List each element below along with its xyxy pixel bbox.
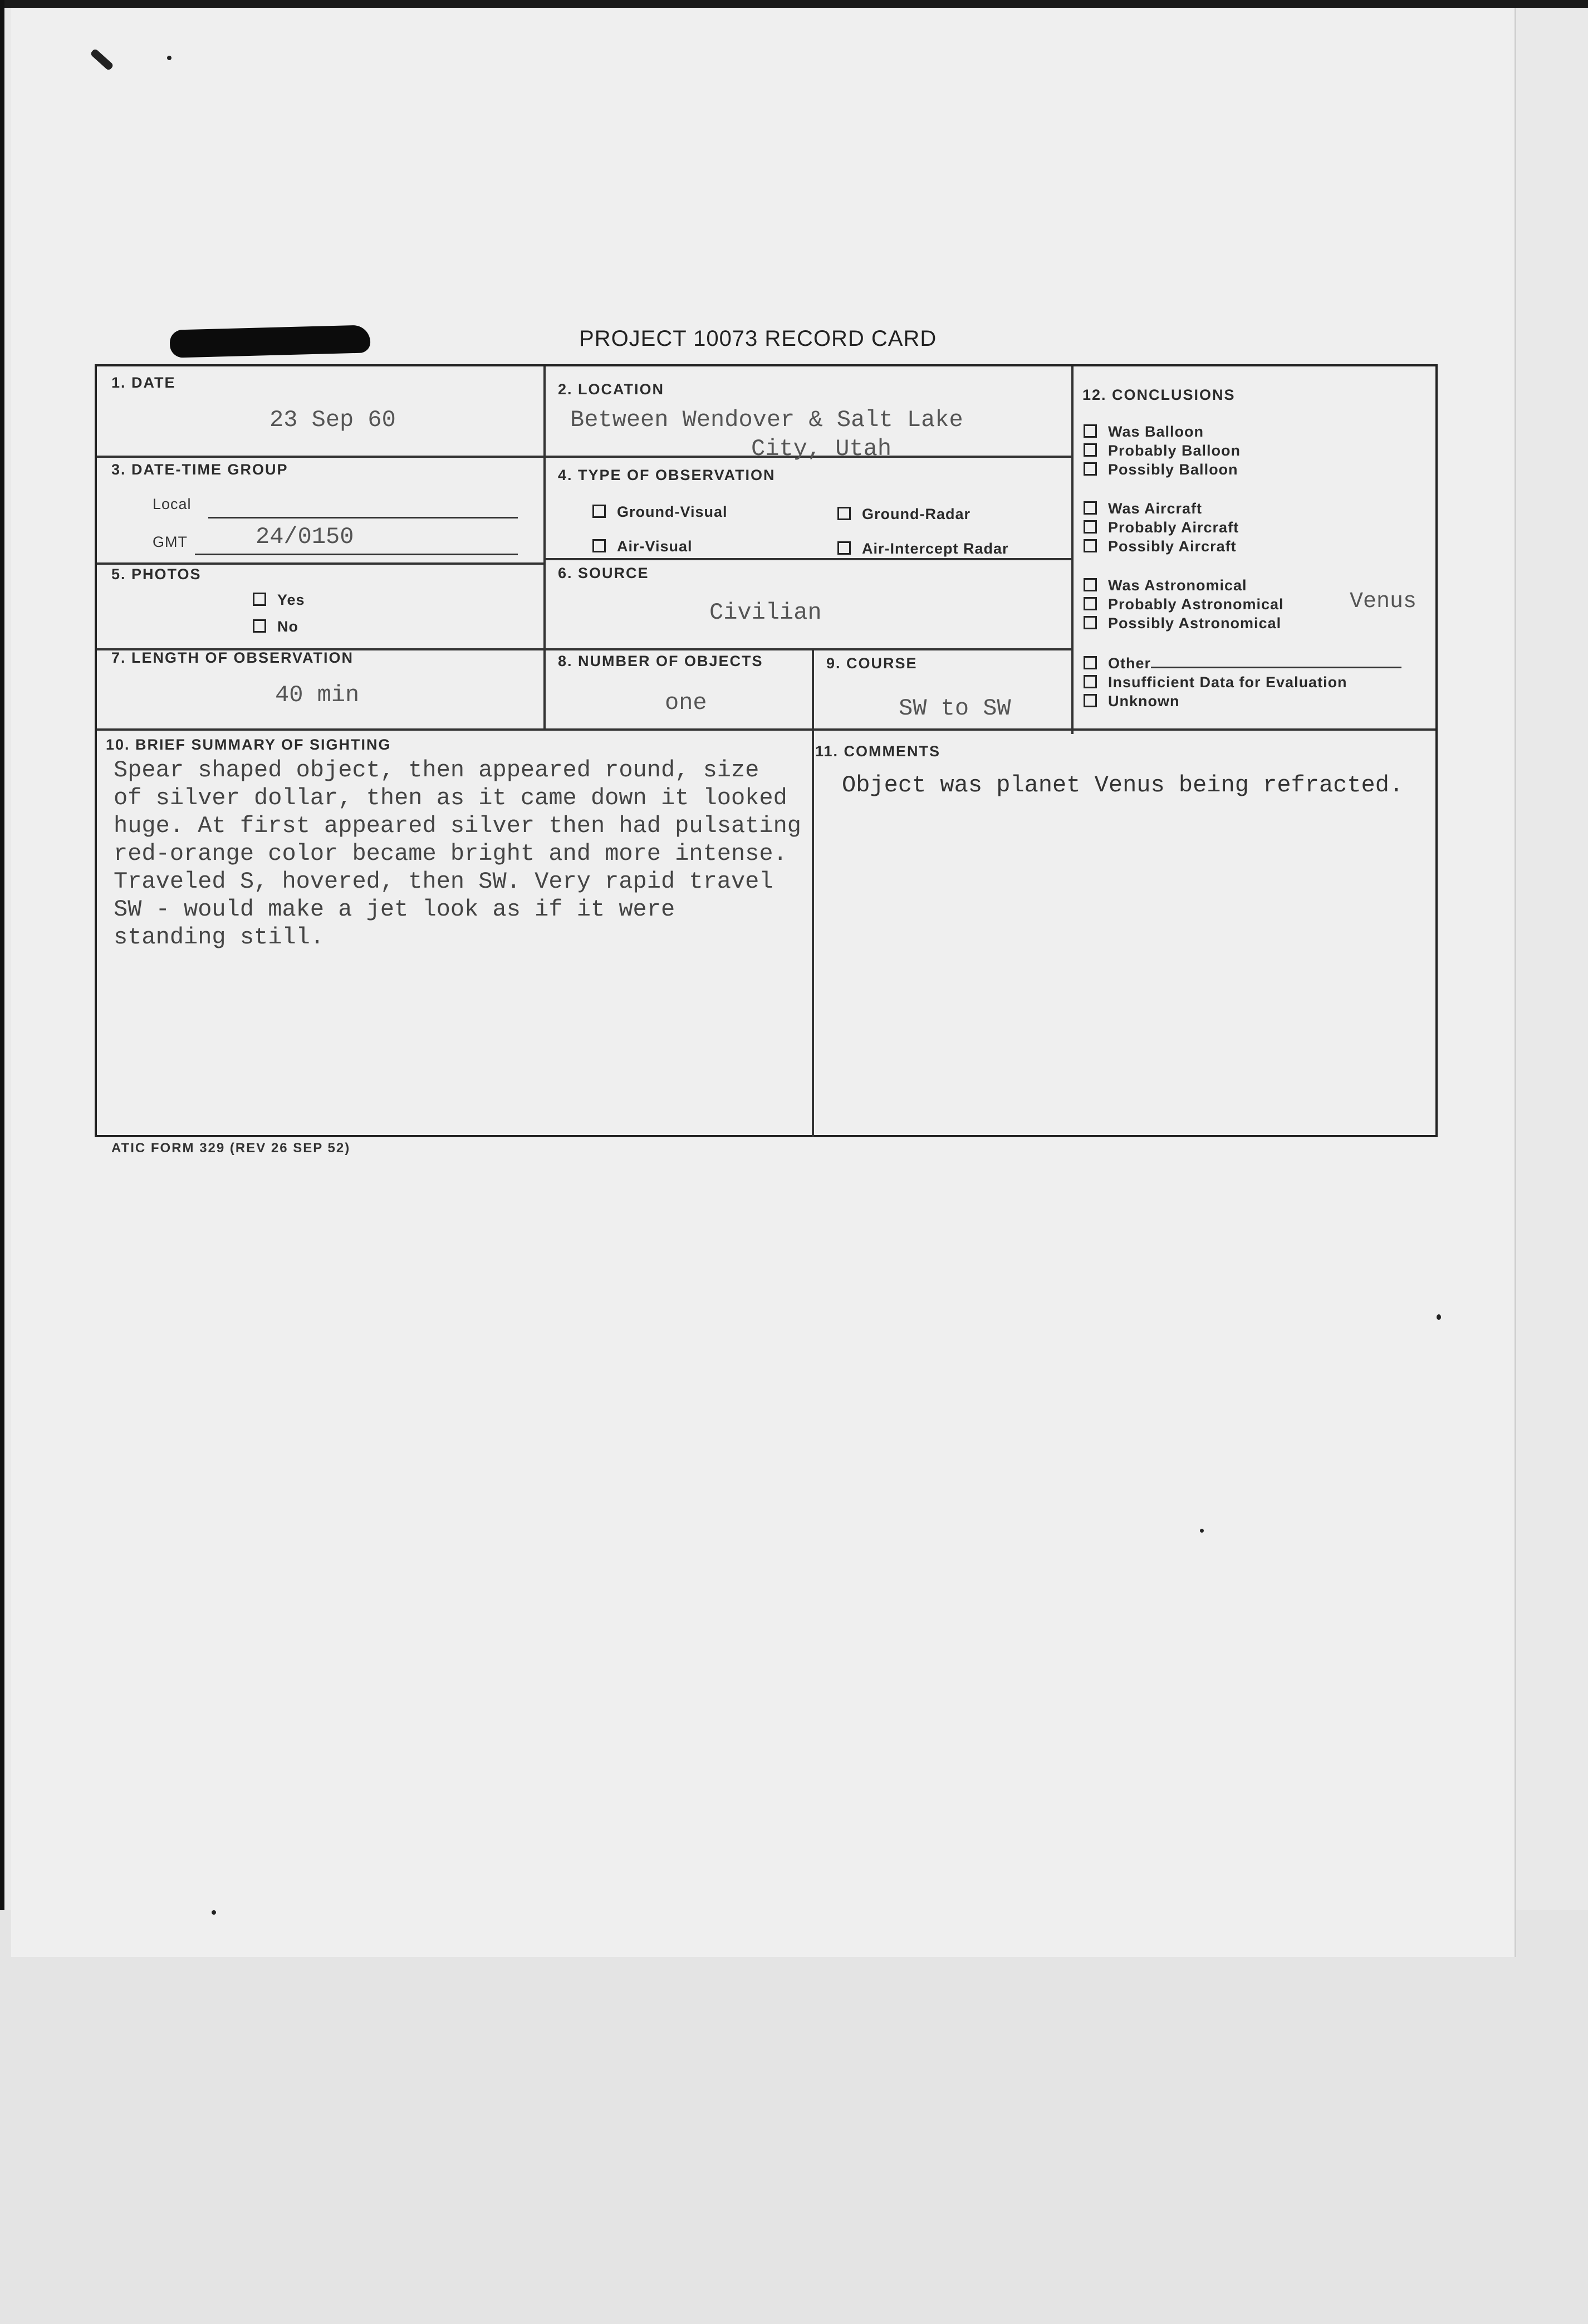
source-value: Civilian: [709, 599, 822, 626]
course-label: 9. COURSE: [826, 655, 918, 672]
checkbox-box[interactable]: [592, 539, 606, 552]
checkbox-air-intercept-radar[interactable]: Air-Intercept Radar: [837, 540, 1009, 557]
column-divider: [543, 366, 546, 728]
column-divider-course: [812, 650, 814, 728]
checkbox-was-balloon[interactable]: Was Balloon: [1084, 423, 1204, 441]
photos-label: 5. PHOTOS: [111, 566, 202, 583]
date-value: 23 Sep 60: [269, 407, 396, 433]
checkbox-probably-astronomical[interactable]: Probably Astronomical: [1084, 596, 1284, 613]
scan-background: [0, 1910, 1588, 2324]
checkbox-box[interactable]: [1084, 675, 1097, 688]
other-field-line: [1151, 667, 1401, 668]
redaction-mark: [169, 325, 370, 358]
form-id: ATIC FORM 329 (REV 26 SEP 52): [111, 1141, 351, 1156]
checkbox-unknown[interactable]: Unknown: [1084, 693, 1180, 710]
checkbox-probably-aircraft[interactable]: Probably Aircraft: [1084, 519, 1239, 536]
checkbox-box[interactable]: [1084, 520, 1097, 534]
card-title: PROJECT 10073 RECORD CARD: [579, 326, 937, 351]
checkbox-ground-radar[interactable]: Ground-Radar: [837, 506, 971, 523]
film-speck: [167, 56, 171, 60]
column-divider-comments: [812, 728, 814, 1137]
location-line-2: City, Utah: [751, 436, 892, 462]
row-divider-1: [97, 456, 1071, 458]
summary-text: Spear shaped object, then appeared round, size of silver dollar, then as it came down it looked huge. At first appeared silver then had pulsating red-orange color became bright and more intense. Traveled S, hovered, then SW. Very rapid travel SW - would make a jet look as if it were standing still.: [114, 757, 802, 951]
checkbox-was-aircraft[interactable]: Was Aircraft: [1084, 500, 1202, 517]
comments-value: Object was planet Venus being refracted.: [842, 772, 1404, 799]
probably-astronomical-note: Venus: [1350, 589, 1417, 614]
checkbox-box[interactable]: [1084, 656, 1097, 669]
checkbox-air-visual[interactable]: Air-Visual: [592, 538, 693, 555]
checkbox-box[interactable]: [1084, 443, 1097, 457]
row-divider-4: [97, 728, 1435, 731]
summary-label: 10. BRIEF SUMMARY OF SIGHTING: [106, 736, 391, 753]
conclusions-label: 12. CONCLUSIONS: [1082, 386, 1236, 403]
checkbox-possibly-aircraft[interactable]: Possibly Aircraft: [1084, 538, 1237, 555]
length-value: 40 min: [275, 682, 360, 708]
checkbox-box[interactable]: [1084, 616, 1097, 629]
checkbox-box[interactable]: [837, 541, 851, 555]
checkbox-box[interactable]: [1084, 539, 1097, 552]
row-divider-source: [546, 558, 1071, 560]
checkbox-ground-visual[interactable]: Ground-Visual: [592, 503, 728, 521]
checkbox-box[interactable]: [1084, 694, 1097, 707]
checkbox-probably-balloon[interactable]: Probably Balloon: [1084, 442, 1241, 459]
objects-value: one: [665, 689, 707, 716]
checkbox-insufficient-data[interactable]: Insufficient Data for Evaluation: [1084, 674, 1347, 691]
observation-type-label: 4. TYPE OF OBSERVATION: [558, 467, 776, 483]
row-divider-photos: [97, 562, 543, 565]
checkbox-other[interactable]: Other: [1084, 655, 1401, 672]
local-label: Local: [153, 496, 192, 512]
checkbox-box[interactable]: [1084, 424, 1097, 438]
local-field-line: [208, 517, 518, 518]
checkbox-photos-no[interactable]: No: [253, 618, 298, 635]
checkbox-box[interactable]: [1084, 501, 1097, 515]
source-label: 6. SOURCE: [558, 565, 649, 581]
objects-label: 8. NUMBER OF OBJECTS: [558, 653, 763, 669]
checkbox-was-astronomical[interactable]: Was Astronomical: [1084, 577, 1247, 594]
date-label: 1. DATE: [111, 374, 176, 391]
film-border-top: [0, 0, 1588, 8]
record-card: [95, 364, 1438, 1137]
checkbox-box[interactable]: [1084, 462, 1097, 476]
checkbox-photos-yes[interactable]: Yes: [253, 591, 305, 609]
checkbox-box[interactable]: [253, 593, 266, 606]
location-label: 2. LOCATION: [558, 381, 665, 398]
checkbox-box[interactable]: [1084, 578, 1097, 591]
checkbox-box[interactable]: [253, 619, 266, 633]
gmt-value: 24/0150: [256, 523, 354, 550]
gmt-field-line: [195, 554, 518, 555]
conclusions-divider: [1071, 366, 1074, 734]
film-speck: [1437, 1314, 1441, 1320]
checkbox-box[interactable]: [1084, 597, 1097, 610]
location-line-1: Between Wendover & Salt Lake: [570, 407, 963, 433]
dtg-label: 3. DATE-TIME GROUP: [111, 461, 288, 478]
checkbox-box[interactable]: [592, 505, 606, 518]
checkbox-possibly-astronomical[interactable]: Possibly Astronomical: [1084, 615, 1281, 632]
film-speck: [212, 1910, 216, 1915]
gmt-label: GMT: [153, 534, 188, 550]
checkbox-box[interactable]: [837, 507, 851, 520]
checkbox-possibly-balloon[interactable]: Possibly Balloon: [1084, 461, 1238, 478]
film-speck: [1200, 1529, 1204, 1533]
length-label: 7. LENGTH OF OBSERVATION: [111, 649, 354, 666]
course-value: SW to SW: [899, 695, 1011, 722]
comments-label: 11. COMMENTS: [815, 743, 941, 760]
